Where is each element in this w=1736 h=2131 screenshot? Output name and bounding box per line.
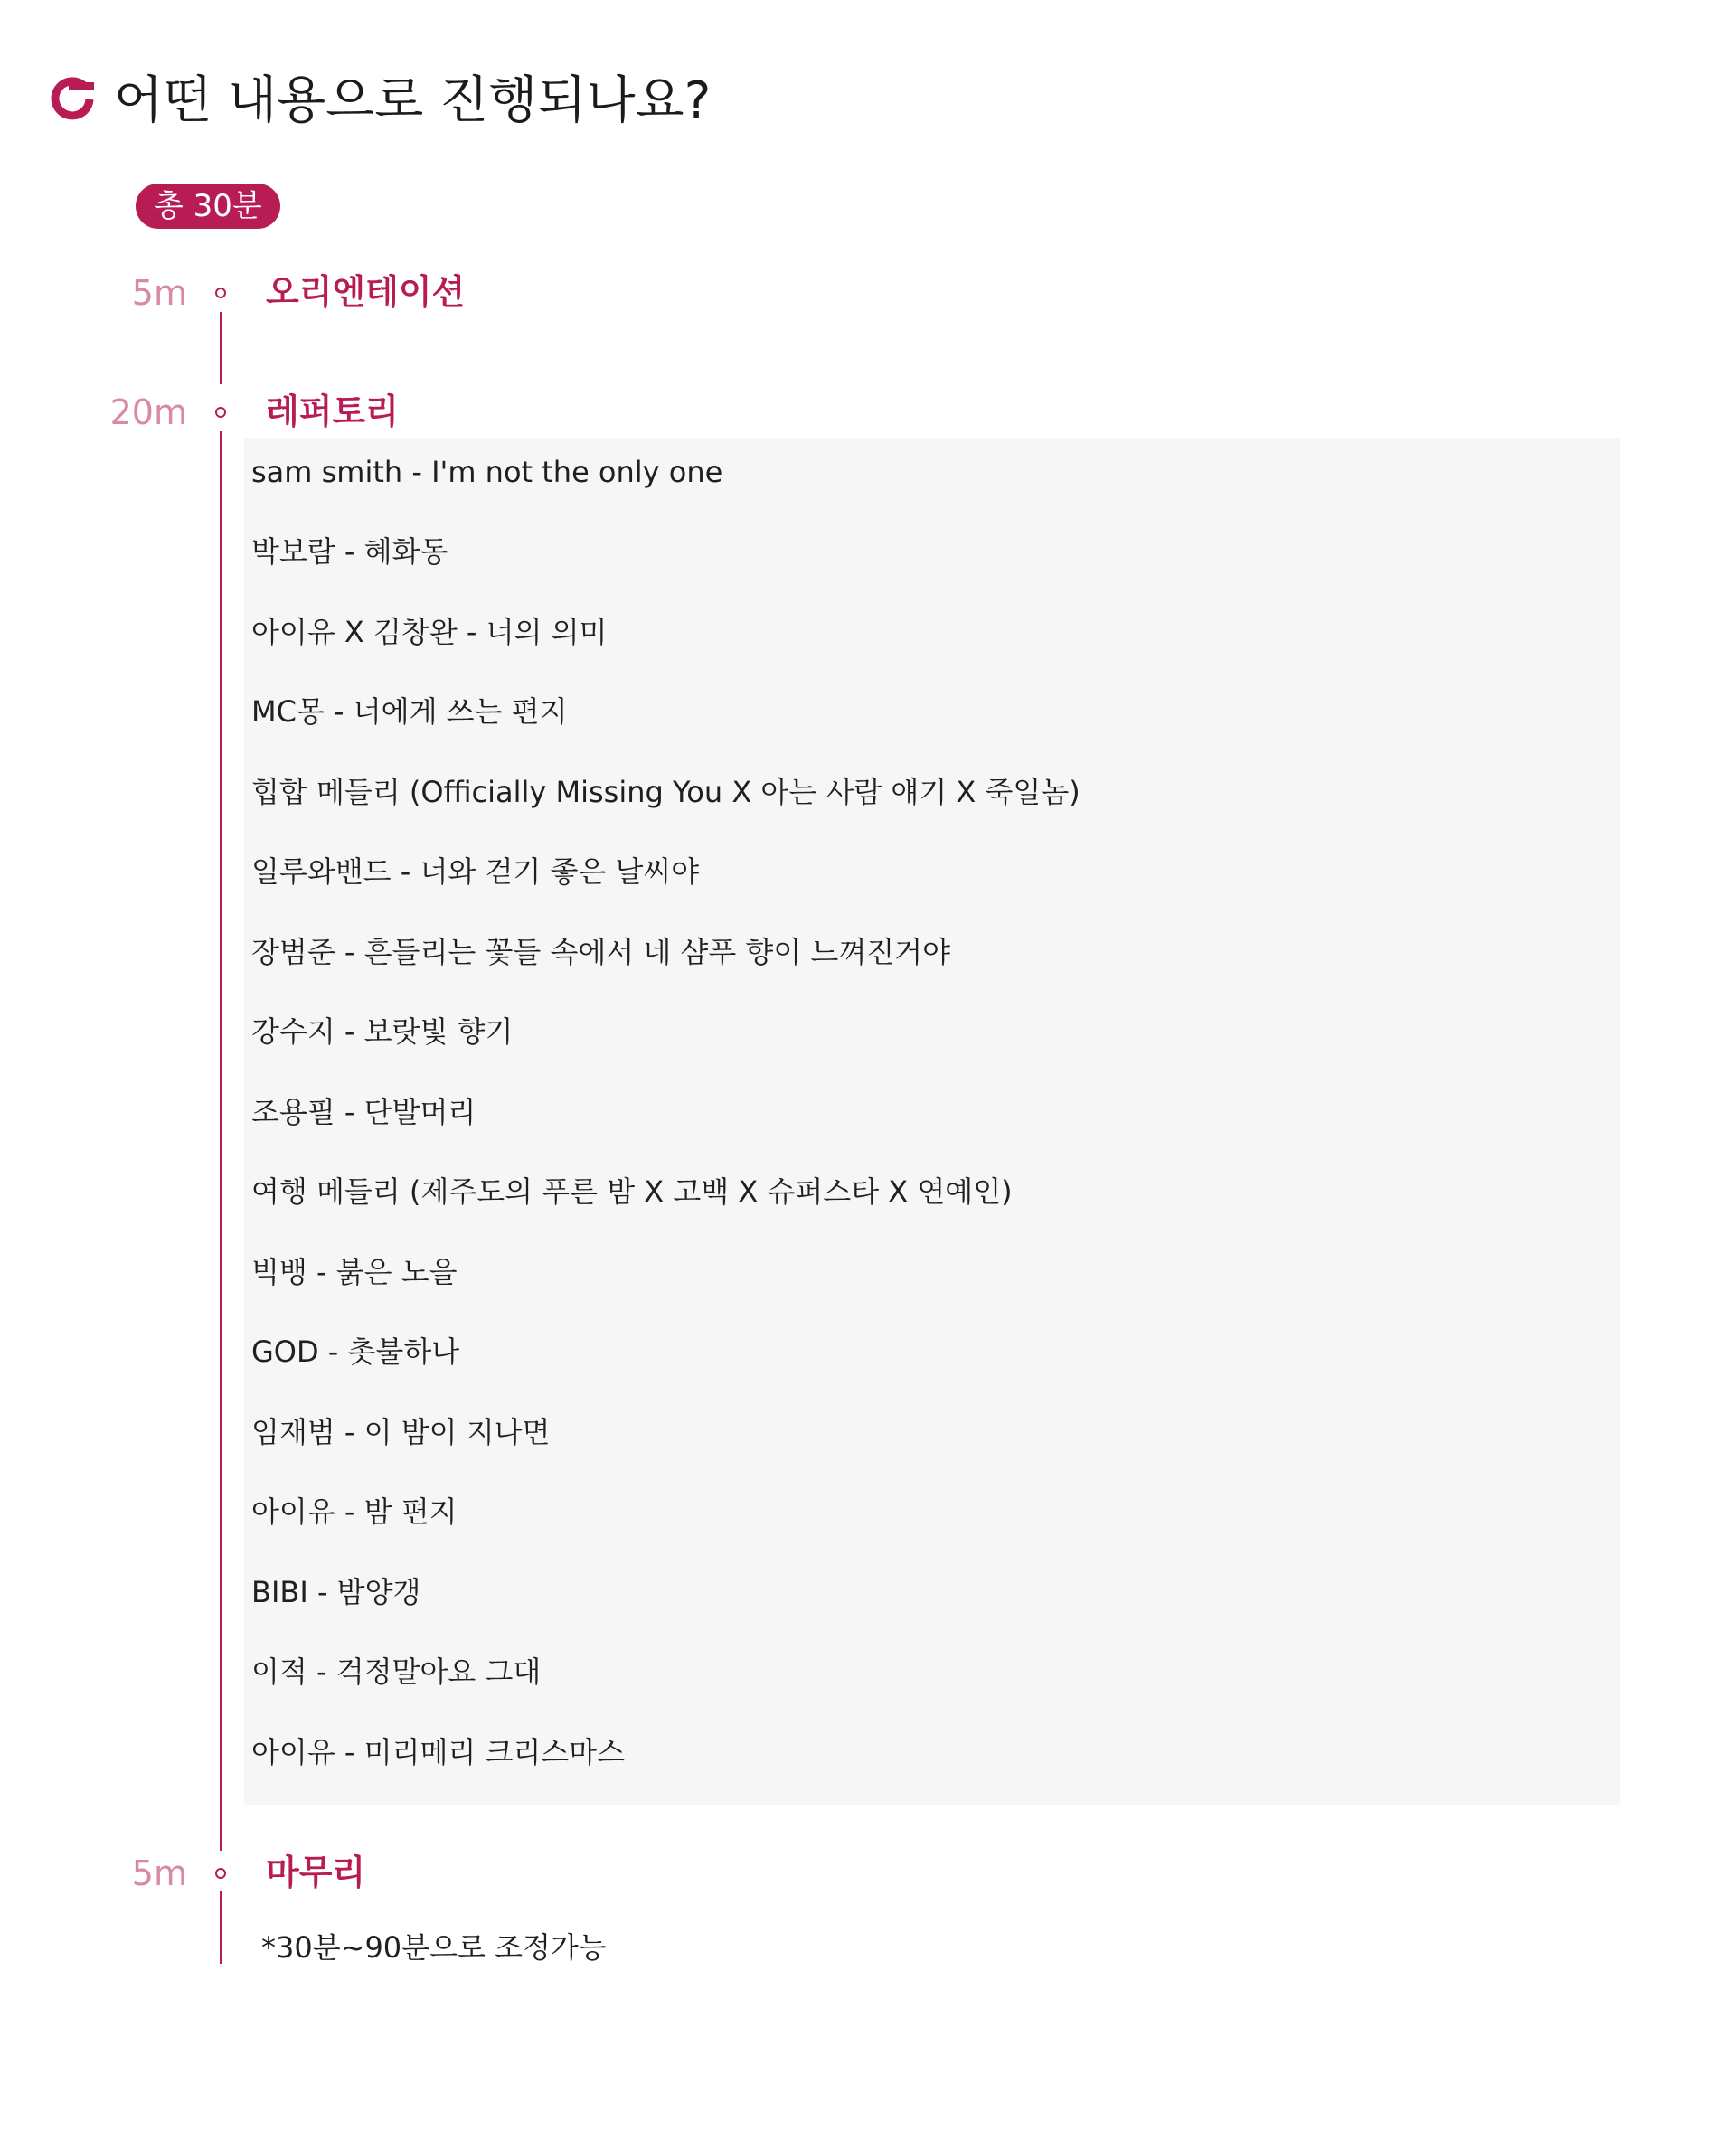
- repertoire-item: 일루와밴드 - 너와 걷기 좋은 날씨야: [251, 854, 700, 889]
- repertoire-item: 여행 메들리 (제주도의 푸른 밤 X 고백 X 슈퍼스타 X 연예인): [251, 1174, 1013, 1209]
- timeline-dot-closing: [215, 1868, 226, 1879]
- section-title-orientation: 오리엔테이션: [266, 272, 466, 312]
- repertoire-item: 아이유 - 밤 편지: [251, 1495, 458, 1529]
- repertoire-list-panel: [244, 438, 1620, 1805]
- timeline-line-orientation: [220, 312, 222, 384]
- repertoire-item: sam smith - I'm not the only one: [251, 455, 723, 489]
- page-title: 어떤 내용으로 진행되나요?: [114, 71, 712, 130]
- total-duration-badge: 총 30분: [136, 184, 280, 229]
- section-duration-repertoire: 20m: [109, 392, 187, 432]
- repertoire-item: MC몽 - 너에게 쓰는 편지: [251, 694, 568, 729]
- duration-adjustment-note: *30분~90분으로 조정가능: [261, 1930, 607, 1965]
- section-title-repertoire: 레퍼토리: [266, 391, 399, 431]
- repertoire-item: 빅뱅 - 붉은 노을: [251, 1255, 458, 1289]
- repertoire-item: 강수지 - 보랏빛 향기: [251, 1014, 514, 1049]
- repertoire-item: 아이유 X 김창완 - 너의 의미: [251, 615, 608, 649]
- section-duration-orientation: 5m: [131, 273, 187, 313]
- brand-logo-icon: [45, 74, 99, 128]
- repertoire-item: 이적 - 걱정말아요 그대: [251, 1655, 542, 1689]
- timeline-line-repertoire: [220, 431, 222, 1851]
- timeline-dot-repertoire: [215, 407, 226, 418]
- repertoire-item: 장범준 - 흔들리는 꽃들 속에서 네 샴푸 향이 느껴진거야: [251, 935, 950, 969]
- section-duration-closing: 5m: [131, 1853, 187, 1893]
- repertoire-item: GOD - 촛불하나: [251, 1334, 460, 1369]
- repertoire-item: 박보람 - 혜화동: [251, 534, 448, 569]
- repertoire-item: 힙합 메들리 (Officially Missing You X 아는 사람 얘기 X 죽일놈): [251, 775, 1080, 809]
- repertoire-item: BIBI - 밤양갱: [251, 1575, 421, 1609]
- repertoire-item: 임재범 - 이 밤이 지나면: [251, 1415, 551, 1449]
- section-title-closing: 마무리: [266, 1853, 366, 1892]
- page-header: [45, 63, 711, 139]
- repertoire-item: 조용필 - 단발머리: [251, 1095, 476, 1129]
- timeline-dot-orientation: [215, 288, 226, 298]
- timeline-line-closing: [220, 1891, 222, 1964]
- repertoire-item: 아이유 - 미리메리 크리스마스: [251, 1735, 626, 1769]
